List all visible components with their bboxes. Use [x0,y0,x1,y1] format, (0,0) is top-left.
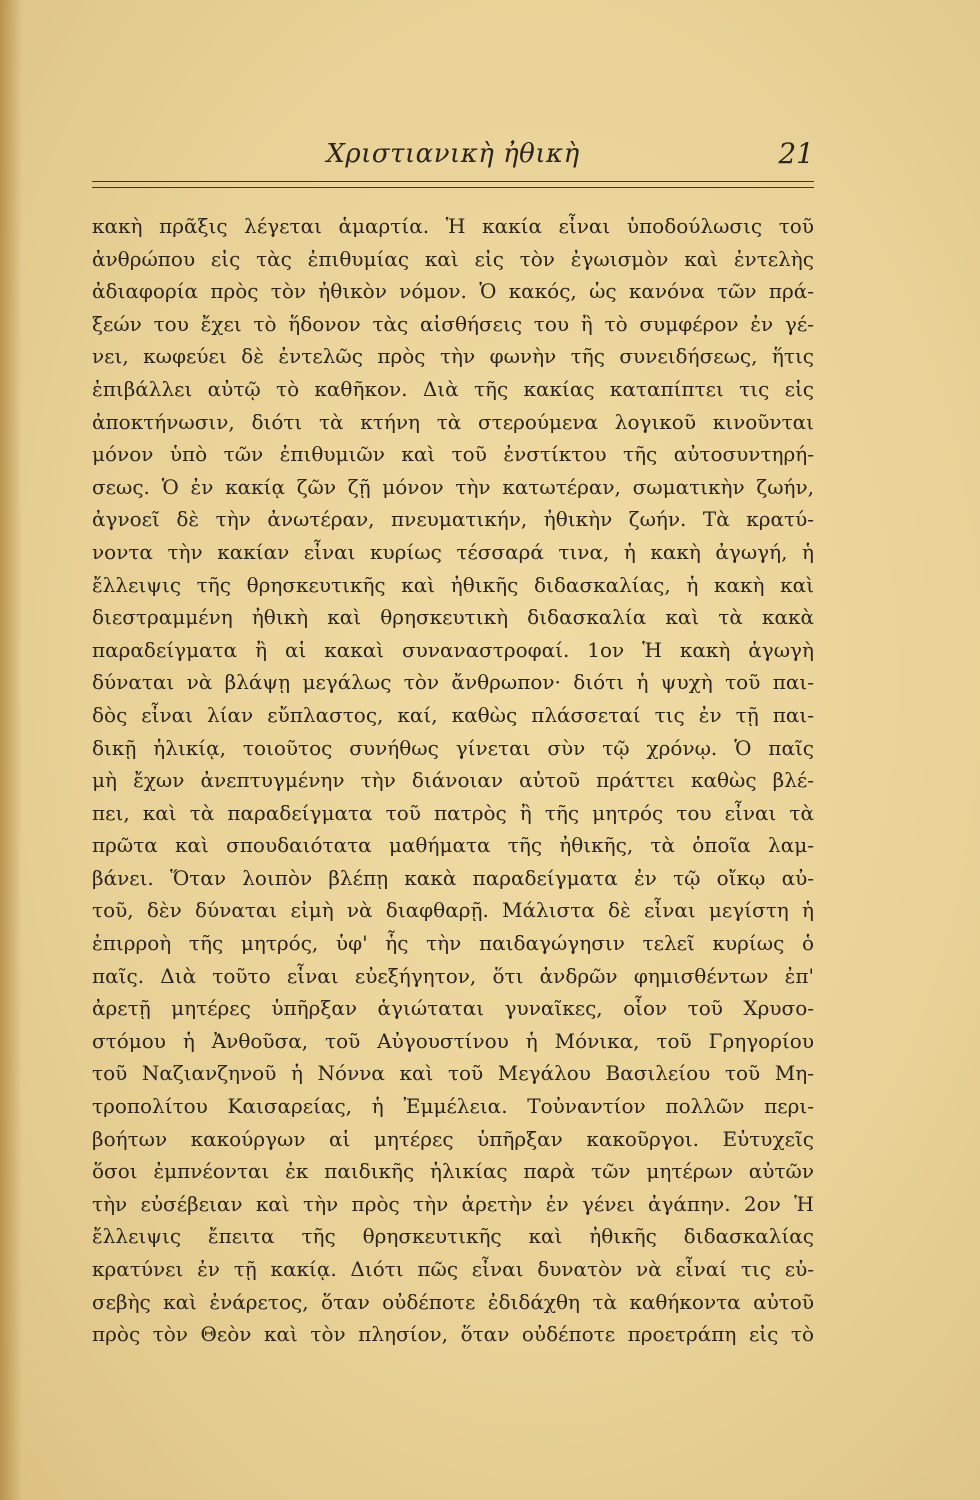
text-line: δικῇ ἡλικίᾳ, τοιοῦτος συνήθως γίνεται σὺν τῷ χρόνῳ. Ὁ παῖς [92,735,814,760]
text-line: νοντα τὴν κακίαν εἶναι κυρίως τέσσαρά τινα, ἡ κακὴ ἀγωγή, ἡ [92,539,814,564]
text-line: νει, κωφεύει δὲ ἐντελῶς πρὸς τὴν φωνὴν τῆς συνειδήσεως, ἥτις [92,344,814,369]
text-line: σεβὴς καὶ ἐνάρετος, ὅταν οὐδέποτε ἐδιδάχθη τὰ καθήκοντα αὐτοῦ [92,1289,814,1314]
page-header [92,135,814,175]
text-line: ἐπιρροὴ τῆς μητρός, ὑφ' ἧς τὴν παιδαγώγησιν τελεῖ κυρίως ὁ [92,931,814,956]
running-title: Χριστιανικὴ ἠθικὴ [326,139,580,169]
text-line: στόμου ἡ Ἀνθοῦσα, τοῦ Αὐγουστίνου ἡ Μόνικα, τοῦ Γρηγορίου [92,1028,814,1053]
page-number: 21 [778,137,814,170]
text-line: πει, καὶ τὰ παραδείγματα τοῦ πατρὸς ἢ τῆς μητρός του εἶναι τὰ [92,800,814,825]
text-line: μὴ ἔχων ἀνεπτυγμένην τὴν διάνοιαν αὐτοῦ πράττει καθὼς βλέ- [92,768,814,793]
text-line: βοήτων κακούργων αἱ μητέρες ὑπῆρξαν κακοῦργοι. Εὐτυχεῖς [92,1126,814,1151]
text-line: τροπολίτου Καισαρείας, ἡ Ἐμμέλεια. Τοὐναντίον πολλῶν περι- [92,1094,814,1119]
header-rule-bottom [92,187,814,188]
text-line: ἀγνοεῖ δὲ τὴν ἀνωτέραν, πνευματικήν, ἠθικὴν ζωήν. Τὰ κρατύ- [92,507,814,532]
page-gutter-shadow [0,0,22,1500]
text-line: κρατύνει ἐν τῇ κακίᾳ. Διότι πῶς εἶναι δυνατὸν νὰ εἶναί τις εὐ- [92,1257,814,1281]
text-line: ἔλλειψις τῆς θρησκευτικῆς καὶ ἠθικῆς διδασκαλίας, ἡ κακὴ καὶ [92,572,814,597]
body-text [92,210,814,1351]
text-line: ἀρετῇ μητέρες ὑπῆρξαν ἁγιώταται γυναῖκες, οἷον τοῦ Χρυσο- [92,996,814,1021]
text-line: ξεών του ἔχει τὸ ἥδονον τὰς αἰσθήσεις του ἢ τὸ συμφέρον ἐν γέ- [92,311,814,336]
text-line: μόνον ὑπὸ τῶν ἐπιθυμιῶν καὶ τοῦ ἐνστίκτου τῆς αὐτοσυντηρή- [92,442,814,467]
text-line: τὴν εὐσέβειαν καὶ τὴν πρὸς τὴν ἀρετὴν ἐν γένει ἀγάπην. 2ον Ἡ [92,1191,814,1216]
text-line: πρὸς τὸν Θεὸν καὶ τὸν πλησίον, ὅταν οὐδέποτε προετράπη εἰς τὸ [92,1322,814,1347]
text-line: ἀποκτήνωσιν, διότι τὰ κτήνη τὰ στερούμενα λογικοῦ κινοῦνται [92,409,814,434]
text-line: ἔλλειψις ἔπειτα τῆς θρησκευτικῆς καὶ ἠθικῆς διδασκαλίας [92,1224,814,1249]
text-line: ὅσοι ἐμπνέονται ἐκ παιδικῆς ἡλικίας παρὰ τῶν μητέρων αὐτῶν [92,1159,814,1184]
text-line: κακὴ πρᾶξις λέγεται ἁμαρτία. Ἡ κακία εἶναι ὑποδούλωσις τοῦ [92,214,814,238]
text-line: ἀνθρώπου εἰς τὰς ἐπιθυμίας καὶ εἰς τὸν ἐγωισμὸν καὶ ἐντελὴς [92,246,814,271]
text-line: δὸς εἶναι λίαν εὔπλαστος, καί, καθὼς πλάσσεταί τις ἐν τῇ παι- [92,702,814,727]
text-line: βάνει. Ὅταν λοιπὸν βλέπῃ κακὰ παραδείγματα ἐν τῷ οἴκῳ αὐ- [92,865,814,890]
text-line: διεστραμμένη ἠθικὴ καὶ θρησκευτικὴ διδασκαλία καὶ τὰ κακὰ [92,605,814,630]
text-line: δύναται νὰ βλάψῃ μεγάλως τὸν ἄνθρωπον· διότι ἡ ψυχὴ τοῦ παι- [92,670,814,695]
text-line: ἐπιβάλλει αὐτῷ τὸ καθῆκον. Διὰ τῆς κακίας καταπίπτει τις εἰς [92,376,814,401]
header-rule-top [92,181,814,182]
text-line: παραδείγματα ἢ αἱ κακαὶ συναναστροφαί. 1ον Ἡ κακὴ ἀγωγὴ [92,637,814,662]
text-line: τοῦ, δὲν δύναται εἰμὴ νὰ διαφθαρῇ. Μάλιστα δὲ εἶναι μεγίστη ἡ [92,898,814,923]
text-line: ἀδιαφορία πρὸς τὸν ἠθικὸν νόμον. Ὁ κακός, ὡς κανόνα τῶν πρά- [92,279,814,304]
text-line: πρῶτα καὶ σπουδαιότατα μαθήματα τῆς ἠθικῆς, τὰ ὁποῖα λαμ- [92,833,814,858]
text-line: σεως. Ὁ ἐν κακίᾳ ζῶν ζῇ μόνον τὴν κατωτέραν, σωματικὴν ζωήν, [92,474,814,499]
text-line: τοῦ Ναζιανζηνοῦ ἡ Νόννα καὶ τοῦ Μεγάλου Βασιλείου τοῦ Μη- [92,1061,814,1086]
text-line: παῖς. Διὰ τοῦτο εἶναι εὐεξήγητον, ὅτι ἀνδρῶν φημισθέντων ἐπ' [92,963,814,988]
